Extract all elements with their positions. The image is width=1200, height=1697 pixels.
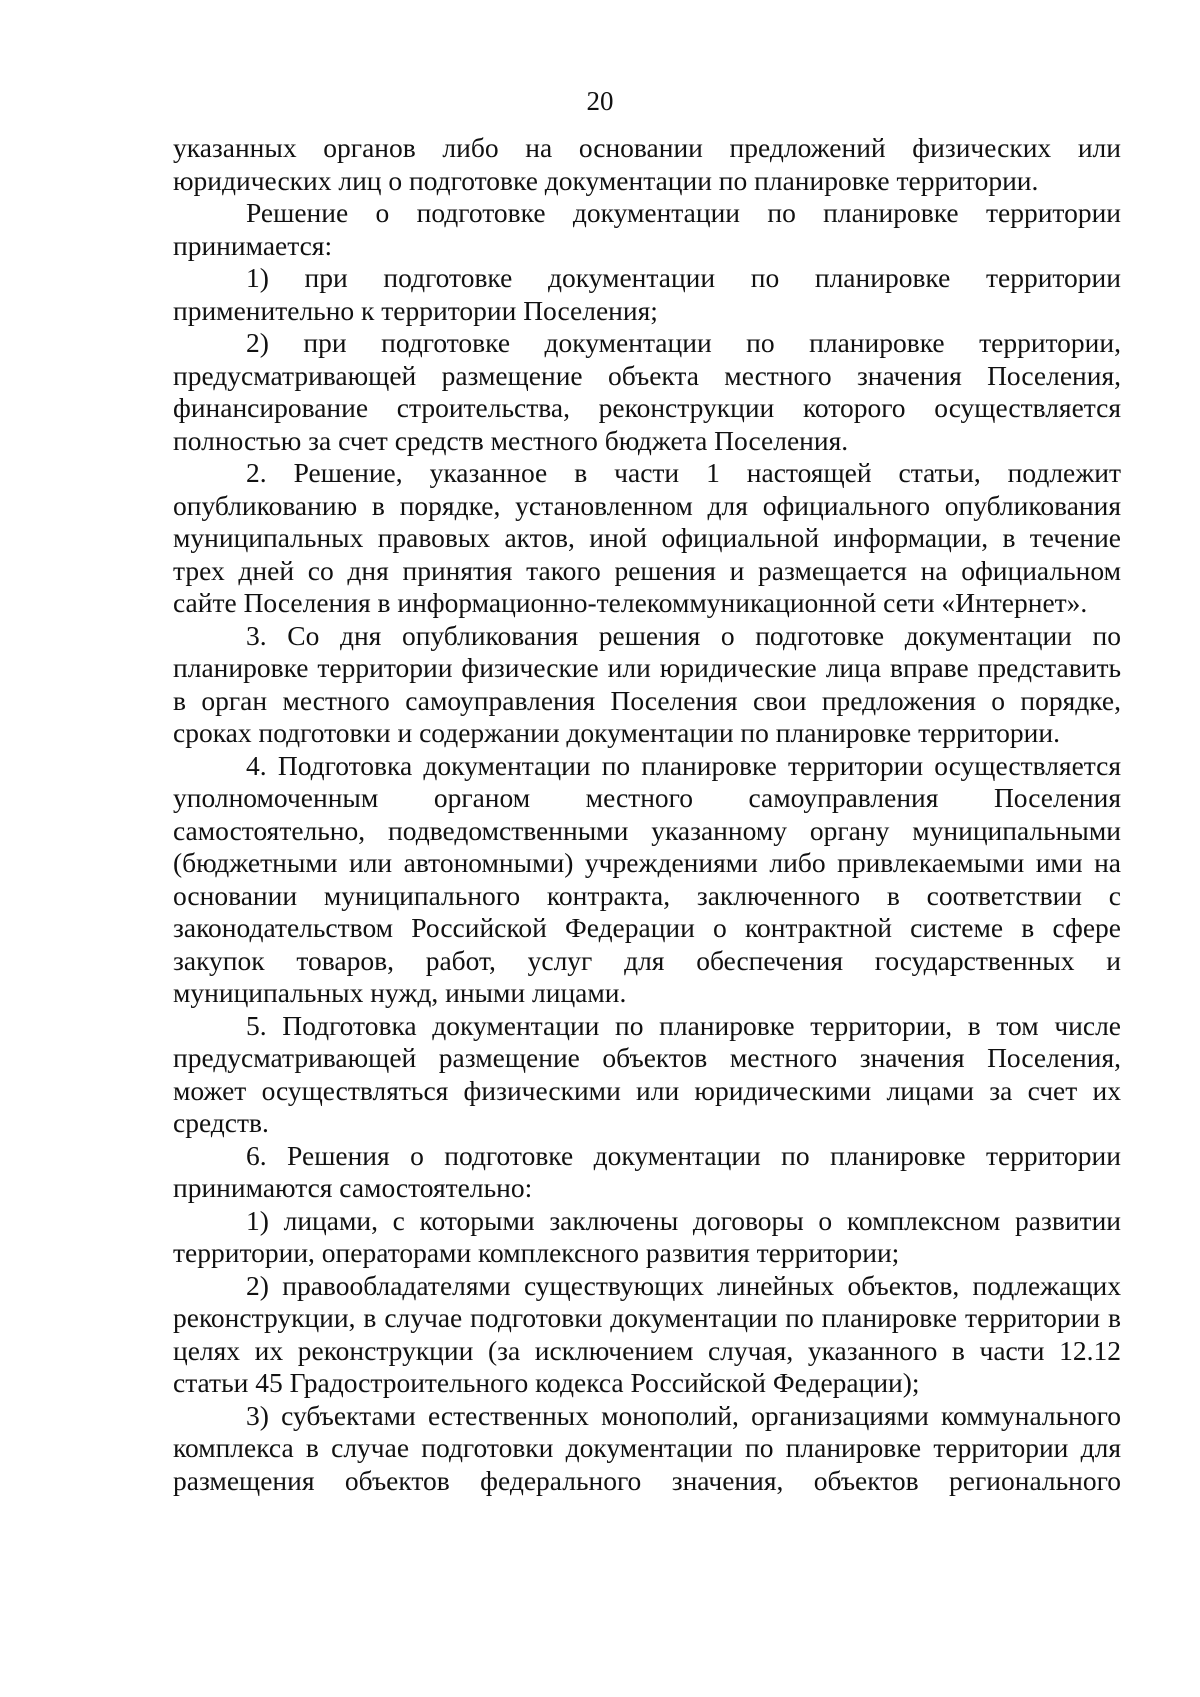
list-item-2: 2) при подготовке документации по планировке территории, предусматривающей размещение объекта местного значения Поселения, финансирование строительства, реконструкции которого осуществляется полностью за счет средств местного бюджета Поселения. <box>173 327 1121 456</box>
list-item-6-2: 2) правообладателями существующих линейных объектов, подлежащих реконструкции, в случае подготовки документации по планировке территории в целях их реконструкции (за исключением случая, указанного в части 12.12 статьи 45 Градостроительного кодекса Российской Федерации); <box>173 1269 1121 1398</box>
page-number: 20 <box>586 86 614 116</box>
paragraph-part-2: 2. Решение, указанное в части 1 настоящей статьи, подлежит опубликованию в порядке, установленном для официального опубликования муниципальных правовых актов, иной официальной информации, в течение трех дней со дня принятия такого решения и размещается на официальном сайте Поселения в информационно-телекоммуникационной сети «Интернет». <box>173 457 1121 618</box>
paragraph-part-5: 5. Подготовка документации по планировке территории, в том числе предусматривающей размещение объектов местного значения Поселения, может осуществляться физическими или юридическими лицами за счет их средств. <box>173 1009 1121 1138</box>
paragraph-part-3: 3. Со дня опубликования решения о подготовке документации по планировке территории физические или юридические лица вправе представить в орган местного самоуправления Поселения свои предложения о порядке, сроках подготовки и содержании документации по планировке территории. <box>173 619 1121 748</box>
paragraph-part-4: 4. Подготовка документации по планировке территории осуществляется уполномоченным органом местного самоуправления Поселения самостоятельно, подведомственными указанному органу муниципальными (бюджетными или автономными) учреждениями либо привлекаемыми ими на основании муниципального контракта, заключенного в соответствии с законодательством Российской Федерации о контрактной системе в сфере закупок товаров, работ, услуг для обеспечения государственных и муниципальных нужд, иными лицами. <box>173 749 1121 1008</box>
paragraph-continuation: указанных органов либо на основании предложений физических или юридических лиц о подготовке документации по планировке территории. <box>173 132 1121 196</box>
document-body <box>173 132 1121 1497</box>
list-item-1: 1) при подготовке документации по планировке территории применительно к территории Поселения; <box>173 262 1121 326</box>
list-item-6-1: 1) лицами, с которыми заключены договоры о комплексном развитии территории, операторами комплексного развития территории; <box>173 1204 1121 1268</box>
paragraph-decision-intro: Решение о подготовке документации по планировке территории принимается: <box>173 197 1121 261</box>
paragraph-part-6: 6. Решения о подготовке документации по планировке территории принимаются самостоятельно: <box>173 1139 1121 1203</box>
list-item-6-3: 3) субъектами естественных монополий, организациями коммунального комплекса в случае подготовки документации по планировке территории для размещения объектов федерального значения, объектов регионального <box>173 1399 1121 1496</box>
